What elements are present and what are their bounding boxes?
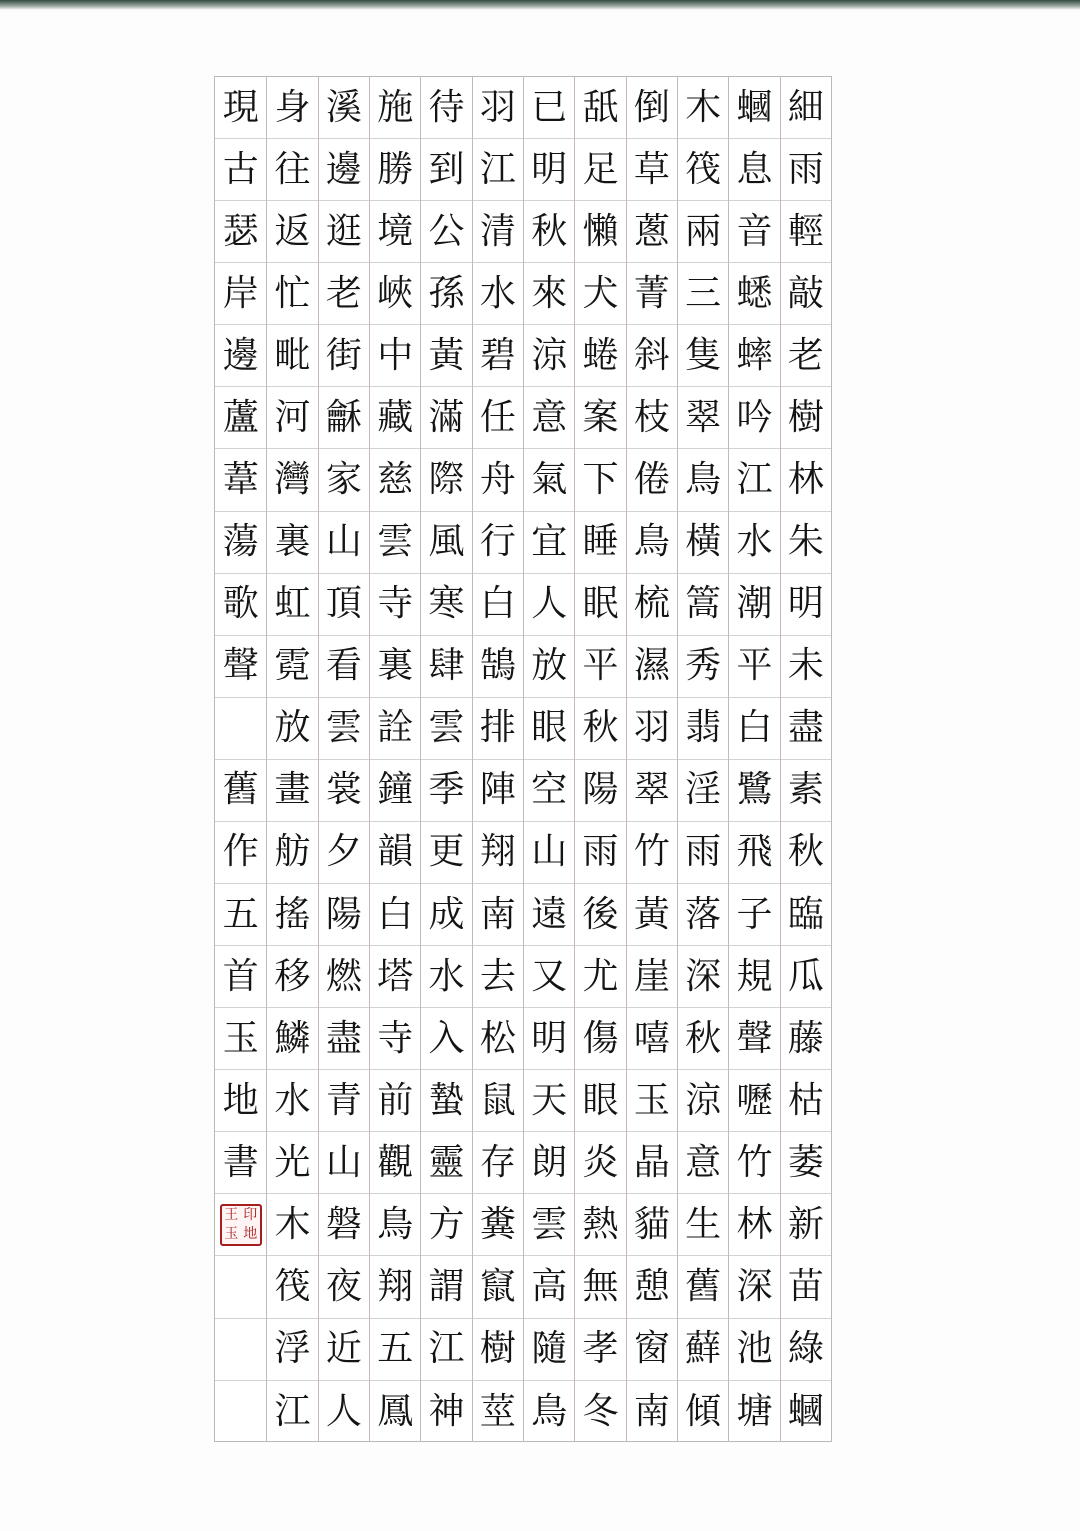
character-cell: 無	[575, 1256, 625, 1318]
character-cell: 存	[473, 1132, 523, 1194]
character-cell: 更	[421, 822, 471, 884]
character-cell: 生	[678, 1194, 728, 1256]
character-cell: 返	[267, 201, 317, 263]
character-cell: 明	[781, 574, 831, 636]
character-cell: 街	[319, 325, 369, 387]
character-cell: 雲	[524, 1194, 574, 1256]
character-cell: 到	[421, 139, 471, 201]
character-cell: 聲	[729, 1008, 779, 1070]
seal-icon	[220, 1204, 262, 1246]
character-cell: 淫	[678, 760, 728, 822]
character-cell: 懶	[575, 201, 625, 263]
character-cell: 韻	[370, 822, 420, 884]
character-cell: 蔥	[627, 201, 677, 263]
character-cell: 翡	[678, 698, 728, 760]
character-cell: 鳳	[377, 1390, 414, 1432]
character-cell: 莖	[479, 1390, 516, 1432]
character-cell: 盡	[319, 1008, 369, 1070]
character-cell: 玉	[215, 1008, 266, 1070]
character-cell: 境	[370, 201, 420, 263]
character-cell: 蘆	[215, 387, 266, 449]
character-cell: 施	[370, 77, 420, 139]
character-cell: 黃	[627, 884, 677, 946]
character-cell: 青	[319, 1070, 369, 1132]
character-cell: 素	[781, 760, 831, 822]
character-cell: 雲	[421, 698, 471, 760]
character-cell: 秋	[524, 201, 574, 263]
character-cell: 孫	[421, 263, 471, 325]
character-cell: 五	[370, 1319, 420, 1381]
character-cell: 風	[421, 512, 471, 574]
character-cell: 塔	[370, 946, 420, 1008]
character-cell: 葦	[215, 449, 266, 511]
character-cell: 鳥	[627, 512, 677, 574]
character-cell: 山	[524, 822, 574, 884]
text-column-4	[626, 77, 677, 1441]
character-cell: 觀	[370, 1132, 420, 1194]
character-cell: 山	[319, 512, 369, 574]
character-cell: 篙	[678, 574, 728, 636]
character-cell: 舟	[473, 449, 523, 511]
character-cell: 鵠	[473, 636, 523, 698]
character-cell: 藤	[781, 1008, 831, 1070]
character-cell: 平	[729, 636, 779, 698]
character-cell: 舊	[678, 1256, 728, 1318]
character-cell: 鳥	[678, 449, 728, 511]
character-cell: 飛	[729, 822, 779, 884]
character-cell: 邊	[215, 325, 266, 387]
character-cell: 犬	[575, 263, 625, 325]
character-cell: 鱗	[267, 1008, 317, 1070]
character-cell: 河	[267, 387, 317, 449]
character-cell: 首	[215, 946, 266, 1008]
character-cell: 筏	[678, 139, 728, 201]
character-cell: 苗	[781, 1256, 831, 1318]
text-column-6	[523, 77, 574, 1441]
character-cell: 季	[421, 760, 471, 822]
character-cell: 裏	[267, 512, 317, 574]
character-cell: 子	[729, 884, 779, 946]
character-cell: 入	[421, 1008, 471, 1070]
text-column-7	[472, 77, 523, 1441]
character-cell: 秀	[678, 636, 728, 698]
character-cell: 朱	[781, 512, 831, 574]
character-cell: 江	[473, 139, 523, 201]
character-cell: 睡	[575, 512, 625, 574]
character-cell: 新	[781, 1194, 831, 1256]
character-cell: 陽	[319, 884, 369, 946]
seal-character: 地	[243, 1226, 258, 1243]
character-cell: 鼠	[473, 1070, 523, 1132]
character-cell: 蟋	[729, 263, 779, 325]
character-cell: 翔	[370, 1256, 420, 1318]
character-cell: 磐	[319, 1194, 369, 1256]
character-cell: 林	[729, 1194, 779, 1256]
character-cell: 蟄	[421, 1070, 471, 1132]
character-cell: 秋	[678, 1008, 728, 1070]
character-cell: 天	[524, 1070, 574, 1132]
character-cell: 枝	[627, 387, 677, 449]
character-cell: 高	[524, 1256, 574, 1318]
character-cell: 兩	[678, 201, 728, 263]
character-cell: 江	[274, 1390, 311, 1432]
character-cell: 裳	[319, 760, 369, 822]
character-cell: 畫	[267, 760, 317, 822]
character-cell: 水	[421, 946, 471, 1008]
character-cell: 水	[473, 263, 523, 325]
character-cell: 人	[325, 1390, 362, 1432]
character-cell: 蘚	[678, 1319, 728, 1381]
character-cell: 慈	[370, 449, 420, 511]
character-cell: 任	[473, 387, 523, 449]
character-cell: 雨	[781, 139, 831, 201]
character-cell: 翠	[678, 387, 728, 449]
character-cell: 深	[678, 946, 728, 1008]
character-cell: 舐	[575, 77, 625, 139]
character-cell: 意	[524, 387, 574, 449]
character-cell: 書	[215, 1132, 266, 1194]
character-cell: 秋	[575, 698, 625, 760]
character-cell: 濕	[627, 636, 677, 698]
character-cell: 眼	[524, 698, 574, 760]
character-cell	[215, 1256, 266, 1318]
character-cell: 音	[729, 201, 779, 263]
character-cell	[215, 1381, 266, 1443]
character-cell: 歌	[215, 574, 266, 636]
character-cell: 秋	[781, 822, 831, 884]
character-cell: 虹	[267, 574, 317, 636]
character-cell: 宜	[524, 512, 574, 574]
character-cell: 池	[729, 1319, 779, 1381]
character-cell: 橫	[678, 512, 728, 574]
character-cell: 隨	[524, 1319, 574, 1381]
character-cell: 現	[215, 77, 266, 139]
character-cell: 傷	[575, 1008, 625, 1070]
character-cell: 鳥	[531, 1390, 568, 1432]
character-cell: 鳥	[370, 1194, 420, 1256]
character-cell: 南	[473, 884, 523, 946]
character-cell: 江	[729, 449, 779, 511]
character-cell: 傾	[685, 1390, 722, 1432]
character-cell: 前	[370, 1070, 420, 1132]
seal-character: 玉	[224, 1226, 239, 1243]
character-cell: 隻	[678, 325, 728, 387]
character-cell: 黃	[421, 325, 471, 387]
character-cell: 嚦	[729, 1070, 779, 1132]
character-cell: 朗	[524, 1132, 574, 1194]
character-cell: 嘻	[627, 1008, 677, 1070]
character-cell: 成	[421, 884, 471, 946]
character-cell: 遠	[524, 884, 574, 946]
character-cell: 老	[319, 263, 369, 325]
character-cell: 岸	[215, 263, 266, 325]
character-cell: 陽	[575, 760, 625, 822]
character-cell: 龢	[319, 387, 369, 449]
character-cell: 松	[473, 1008, 523, 1070]
character-cell: 意	[678, 1132, 728, 1194]
character-cell: 排	[473, 698, 523, 760]
character-cell: 搖	[267, 884, 317, 946]
character-cell: 眠	[575, 574, 625, 636]
text-column-12	[215, 77, 266, 1441]
character-cell: 作	[215, 822, 266, 884]
character-cell: 樹	[473, 1319, 523, 1381]
character-cell: 瓜	[781, 946, 831, 1008]
text-column-1	[780, 77, 831, 1441]
character-cell: 敲	[781, 263, 831, 325]
character-cell: 平	[575, 636, 625, 698]
character-cell: 家	[319, 449, 369, 511]
character-cell: 梳	[627, 574, 677, 636]
character-cell: 明	[524, 139, 574, 201]
character-cell: 眼	[575, 1070, 625, 1132]
character-cell: 鷺	[729, 760, 779, 822]
character-cell: 勝	[370, 139, 420, 201]
character-cell: 細	[781, 77, 831, 139]
character-cell: 水	[729, 512, 779, 574]
character-cell	[215, 1319, 266, 1381]
character-cell: 氣	[524, 449, 574, 511]
character-cell: 翠	[627, 760, 677, 822]
character-cell: 人	[524, 574, 574, 636]
character-cell: 塘	[736, 1390, 773, 1432]
character-cell	[215, 698, 266, 760]
text-column-9	[369, 77, 420, 1441]
character-cell: 逛	[319, 201, 369, 263]
character-cell: 肆	[421, 636, 471, 698]
character-cell: 木	[678, 77, 728, 139]
character-cell: 竹	[729, 1132, 779, 1194]
character-cell: 熱	[575, 1194, 625, 1256]
character-cell: 看	[319, 636, 369, 698]
character-cell: 碧	[473, 325, 523, 387]
character-cell: 未	[781, 636, 831, 698]
character-cell: 靈	[421, 1132, 471, 1194]
character-cell: 落	[678, 884, 728, 946]
character-cell: 峽	[370, 263, 420, 325]
character-cell: 輕	[781, 201, 831, 263]
character-cell: 詮	[370, 698, 420, 760]
character-cell: 舫	[267, 822, 317, 884]
character-cell: 寺	[370, 574, 420, 636]
character-cell: 涼	[524, 325, 574, 387]
character-cell: 臨	[781, 884, 831, 946]
character-cell: 忙	[267, 263, 317, 325]
character-cell: 裏	[370, 636, 420, 698]
seal-character: 印	[243, 1207, 258, 1224]
character-cell: 浮	[267, 1319, 317, 1381]
character-cell: 吟	[729, 387, 779, 449]
calligraphy-sheet	[214, 76, 832, 1442]
character-cell: 老	[781, 325, 831, 387]
character-cell: 蟈	[729, 77, 779, 139]
character-cell: 案	[575, 387, 625, 449]
character-cell: 滿	[421, 387, 471, 449]
character-cell: 規	[729, 946, 779, 1008]
character-cell: 霓	[267, 636, 317, 698]
character-cell: 白	[729, 698, 779, 760]
character-cell: 光	[267, 1132, 317, 1194]
character-cell: 足	[575, 139, 625, 201]
character-cell: 毗	[267, 325, 317, 387]
character-cell: 來	[524, 263, 574, 325]
character-cell: 方	[421, 1194, 471, 1256]
character-cell: 移	[267, 946, 317, 1008]
seal-character: 王	[224, 1207, 239, 1224]
character-cell: 放	[524, 636, 574, 698]
character-cell: 往	[267, 139, 317, 201]
character-cell: 江	[421, 1319, 471, 1381]
character-cell: 三	[678, 263, 728, 325]
character-cell: 燃	[319, 946, 369, 1008]
character-cell: 羽	[627, 698, 677, 760]
character-cell: 頂	[319, 574, 369, 636]
character-cell: 謂	[421, 1256, 471, 1318]
character-cell: 南	[633, 1390, 670, 1432]
character-cell: 憩	[627, 1256, 677, 1318]
character-cell: 木	[267, 1194, 317, 1256]
character-cell: 地	[215, 1070, 266, 1132]
character-cell: 寒	[421, 574, 471, 636]
character-cell: 尤	[575, 946, 625, 1008]
character-cell: 中	[370, 325, 420, 387]
character-cell: 菁	[627, 263, 677, 325]
character-cell: 白	[370, 884, 420, 946]
character-cell: 下	[575, 449, 625, 511]
character-cell: 後	[575, 884, 625, 946]
character-cell: 息	[729, 139, 779, 201]
character-cell: 又	[524, 946, 574, 1008]
text-column-3	[677, 77, 728, 1441]
character-cell: 山	[319, 1132, 369, 1194]
character-cell: 貓	[627, 1194, 677, 1256]
character-cell: 糞	[473, 1194, 523, 1256]
text-column-5	[574, 77, 625, 1441]
character-cell: 聲	[215, 636, 266, 698]
character-cell: 萎	[781, 1132, 831, 1194]
character-cell: 清	[473, 201, 523, 263]
character-cell: 空	[524, 760, 574, 822]
character-cell: 已	[524, 77, 574, 139]
character-cell: 灣	[267, 449, 317, 511]
character-cell: 明	[524, 1008, 574, 1070]
character-cell: 雨	[678, 822, 728, 884]
red-seal-stamp	[215, 1194, 266, 1256]
character-cell: 陣	[473, 760, 523, 822]
character-cell: 公	[421, 201, 471, 263]
text-column-8	[420, 77, 471, 1441]
character-cell: 炎	[575, 1132, 625, 1194]
character-cell: 舊	[215, 760, 266, 822]
character-cell: 蟈	[787, 1390, 824, 1432]
character-cell: 待	[421, 77, 471, 139]
paper-top-edge	[0, 0, 1080, 10]
character-cell: 瑟	[215, 201, 266, 263]
character-cell: 林	[781, 449, 831, 511]
character-cell: 羽	[473, 77, 523, 139]
character-cell: 五	[215, 884, 266, 946]
character-cell: 藏	[370, 387, 420, 449]
character-cell: 潮	[729, 574, 779, 636]
character-cell: 身	[267, 77, 317, 139]
character-cell: 草	[627, 139, 677, 201]
character-cell: 行	[473, 512, 523, 574]
character-cell: 盡	[781, 698, 831, 760]
character-cell: 去	[473, 946, 523, 1008]
character-cell: 鐘	[370, 760, 420, 822]
character-cell: 筏	[267, 1256, 317, 1318]
character-cell: 際	[421, 449, 471, 511]
character-cell: 孝	[575, 1319, 625, 1381]
character-cell: 玉	[627, 1070, 677, 1132]
character-cell: 神	[428, 1390, 465, 1432]
character-cell: 雨	[575, 822, 625, 884]
character-cell: 冬	[582, 1390, 619, 1432]
character-cell: 深	[729, 1256, 779, 1318]
character-cell: 近	[319, 1319, 369, 1381]
character-cell: 綠	[781, 1319, 831, 1381]
character-cell: 放	[267, 698, 317, 760]
character-cell: 竄	[473, 1256, 523, 1318]
character-cell: 寺	[370, 1008, 420, 1070]
character-cell: 蜷	[575, 325, 625, 387]
text-column-10	[318, 77, 369, 1441]
character-cell: 枯	[781, 1070, 831, 1132]
character-cell: 崖	[627, 946, 677, 1008]
character-cell: 倒	[627, 77, 677, 139]
character-cell: 雲	[370, 512, 420, 574]
character-cell: 蕩	[215, 512, 266, 574]
character-cell: 竹	[627, 822, 677, 884]
character-cell: 夜	[319, 1256, 369, 1318]
character-cell: 蟀	[729, 325, 779, 387]
character-cell: 斜	[627, 325, 677, 387]
character-cell: 水	[267, 1070, 317, 1132]
character-cell: 白	[473, 574, 523, 636]
text-column-2	[728, 77, 779, 1441]
character-cell: 樹	[781, 387, 831, 449]
character-cell: 涼	[678, 1070, 728, 1132]
character-cell: 倦	[627, 449, 677, 511]
character-cell: 溪	[319, 77, 369, 139]
character-cell: 古	[215, 139, 266, 201]
character-cell: 雲	[319, 698, 369, 760]
character-cell: 晶	[627, 1132, 677, 1194]
text-column-11	[266, 77, 317, 1441]
character-cell: 窗	[627, 1319, 677, 1381]
character-cell: 邊	[319, 139, 369, 201]
character-cell: 翔	[473, 822, 523, 884]
character-cell: 夕	[319, 822, 369, 884]
